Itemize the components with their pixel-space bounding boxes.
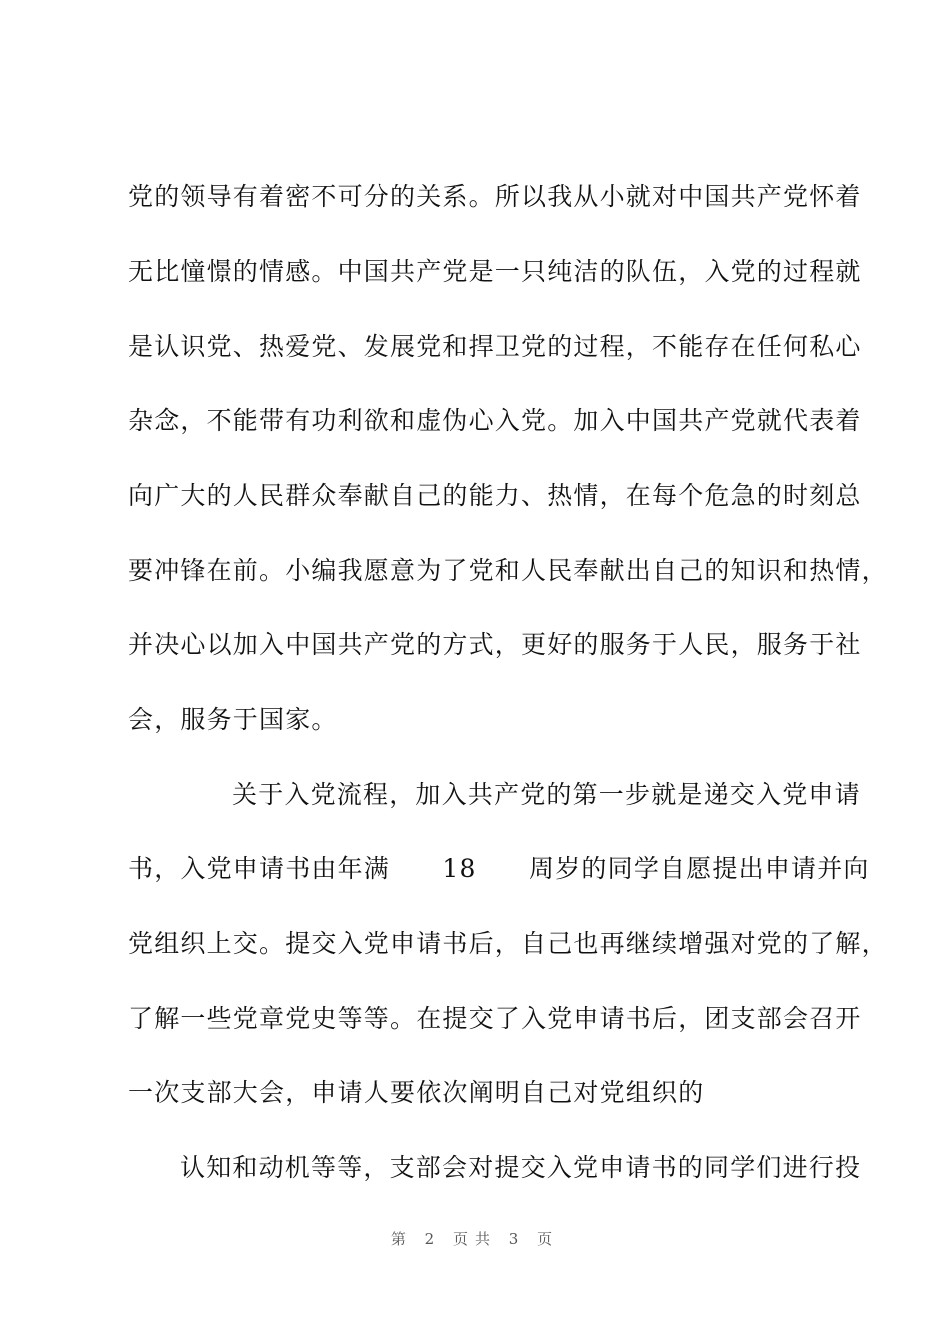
text-line: 会，服务于国家。 [128, 705, 338, 734]
text-line: 杂念，不能带有功利欲和虚伪心入党。加入中国共产党就代表着 [128, 406, 862, 435]
text-line-indented: 认知和动机等等，支部会对提交入党申请书的同学们进行投 [180, 1153, 862, 1182]
text-line: 党的领导有着密不可分的关系。所以我从小就对中国共产党怀着 [128, 182, 862, 211]
text-line: 并决心以加入中国共产党的方式，更好的服务于人民，服务于社 [128, 630, 862, 659]
text-line: 向广大的人民群众奉献自己的能力、热情，在每个危急的时刻总 [128, 481, 862, 510]
text-line: 了解一些党章党史等等。在提交了入党申请书后，团支部会召开 [128, 1004, 862, 1033]
text-line: 是认识党、热爱党、发展党和捍卫党的过程，不能存在任何私心 [128, 332, 862, 361]
page-number-footer: 第 2 页共 3 页 [390, 1230, 560, 1248]
paragraph-first-line: 关于入党流程，加入共产党的第一步就是递交入党申请 [232, 780, 861, 809]
text-line: 无比憧憬的情感。中国共产党是一只纯洁的队伍，入党的过程就 [128, 257, 862, 286]
text-line: 一次支部大会，申请人要依次阐明自己对党组织的 [128, 1078, 705, 1107]
text-line: 书，入党申请书由年满 18 周岁的同学自愿提出申请并向 [128, 854, 870, 883]
text-line: 要冲锋在前。小编我愿意为了党和人民奉献出自己的知识和热情， [128, 556, 888, 585]
text-line: 党组织上交。提交入党申请书后，自己也再继续增强对党的了解， [128, 929, 888, 958]
